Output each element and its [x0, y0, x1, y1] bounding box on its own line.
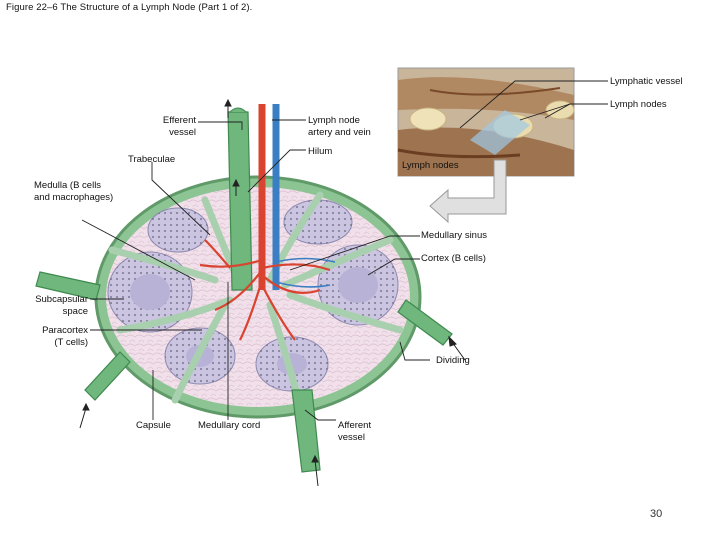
label-lymph-node-artery-vein: Lymph node artery and vein: [308, 115, 371, 138]
label-lymph-nodes-caption: Lymph nodes: [402, 160, 459, 171]
label-medullary-cord: Medullary cord: [198, 420, 261, 431]
label-capsule: Capsule: [136, 420, 171, 431]
label-efferent-vessel: Efferent vessel: [162, 115, 196, 138]
label-paracortex: Paracortex (T cells): [42, 325, 88, 348]
label-dividing: Dividing: [436, 355, 470, 366]
label-lymph-nodes-photo: Lymph nodes: [610, 99, 667, 110]
label-trabeculae: Trabeculae: [128, 154, 176, 165]
label-subcapsular-space: Subcapsular space: [35, 294, 88, 317]
figure-title: Figure 22–6 The Structure of a Lymph Node (Part 1 of 2).: [6, 2, 253, 13]
label-hilum: Hilum: [308, 146, 333, 157]
lymph-node-body: [96, 177, 420, 417]
label-medulla: Medulla (B cells and macrophages): [34, 180, 114, 203]
label-lymphatic-vessel: Lymphatic vessel: [610, 76, 683, 87]
label-afferent-vessel: Afferent vessel: [338, 420, 372, 443]
label-cortex: Cortex (B cells): [421, 253, 486, 264]
page-number: 30: [650, 508, 663, 520]
label-medullary-sinus: Medullary sinus: [421, 230, 487, 241]
